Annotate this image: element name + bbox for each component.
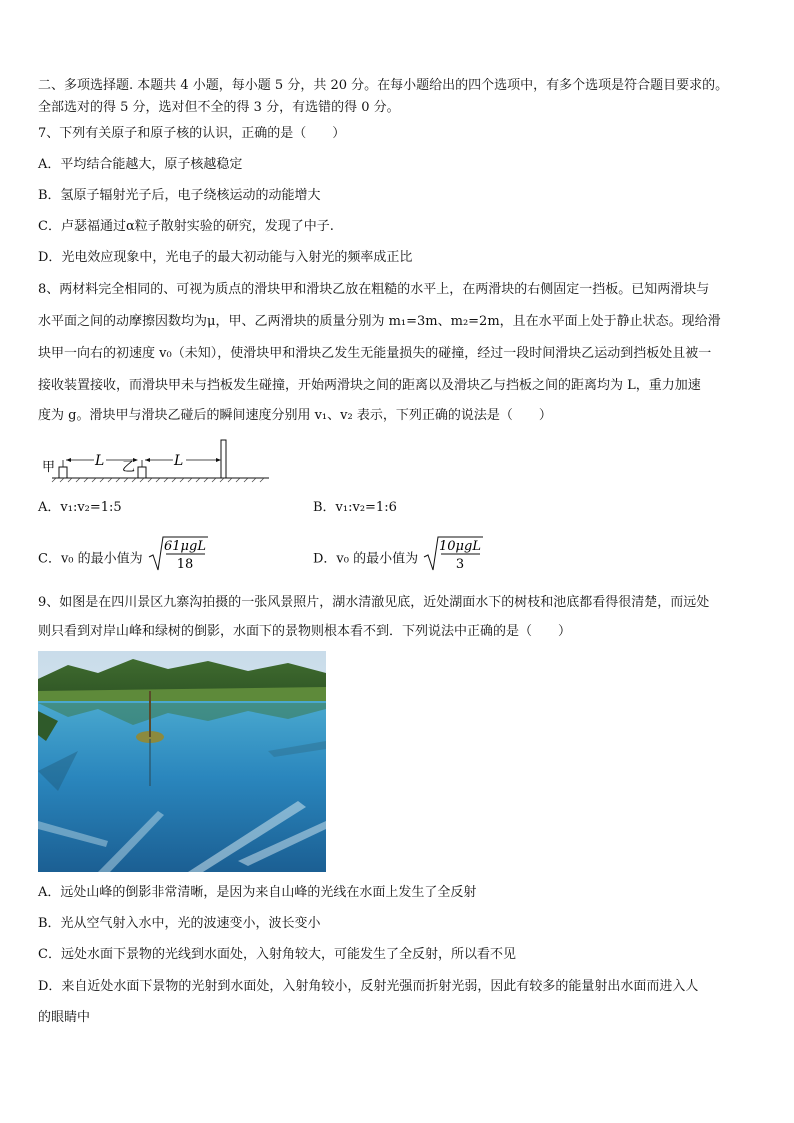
label-jia: 甲: [42, 460, 56, 475]
q9-option-a: A．远处山峰的倒影非常清晰，是因为来自山峰的光线在水面上发生了全反射: [38, 885, 477, 900]
ground-hatch: [52, 478, 264, 482]
q8-option-a: A．v₁:v₂=1:5: [38, 500, 122, 515]
section-header-line2: 全部选对的得 5 分，选对但不全的得 3 分，有选错的得 0 分。: [38, 100, 400, 115]
q9-option-c: C．远处水面下景物的光线到水面处，入射角较大，可能发生了全反射，所以看不见: [38, 947, 516, 962]
q8-diagram: [38, 438, 273, 486]
q8-option-c: [38, 539, 209, 573]
label-yi: 乙: [122, 460, 136, 475]
q9-line2: 则只看到对岸山峰和绿树的倒影，水面下的景物则根本看不到．下列说法中正确的是（ ）: [38, 624, 572, 639]
q9-line1: 9、如图是在四川景区九寨沟拍摄的一张风景照片，湖水清澈见底，近处湖面水下的树枝和池底都看得很清楚，而远处: [38, 595, 710, 610]
q9-option-d-line2: 的眼睛中: [38, 1010, 91, 1025]
label-L2: L: [174, 453, 184, 469]
q8-line5: 度为 g。滑块甲与滑块乙碰后的瞬间速度分别用 v₁、v₂ 表示，下列正确的说法是（ ）: [38, 408, 552, 423]
q8-option-c-prefix: C．v₀ 的最小值为: [38, 551, 143, 567]
q7-option-c: C．卢瑟福通过α粒子散射实验的研究，发现了中子.: [38, 219, 334, 234]
q8-c-denominator: 18: [176, 557, 194, 572]
sqrt-fraction-d: [422, 535, 484, 573]
q8-line2: 水平面之间的动摩擦因数均为μ，甲、乙两滑块的质量分别为 m₁=3m、m₂=2m，且在水平面上处于静止状态。现给滑: [38, 314, 721, 329]
q9-option-b: B．光从空气射入水中，光的波速变小，波长变小: [38, 916, 321, 931]
q8-line1: 8、两材料完全相同的、可视为质点的滑块甲和滑块乙放在粗糙的水平上，在两滑块的右侧固定一挡板。已知两滑块与: [38, 282, 710, 297]
q9-option-d-line1: D．来自近处水面下景物的光射到水面处，入射角较小，反射光强而折射光弱，因此有较多的能量射出水面而进入人: [38, 979, 699, 994]
jiuzhaigou-lake-photo: [38, 651, 326, 872]
block-jia: [59, 467, 67, 478]
sqrt-fraction-c: [147, 535, 209, 573]
section-header-line1: 二、多项选择题. 本题共 4 小题，每小题 5 分，共 20 分。在每小题给出的四个选项中，有多个选项是符合题目要求的。: [38, 78, 729, 93]
q7-option-d: D．光电效应现象中，光电子的最大初动能与入射光的频率成正比: [38, 250, 413, 265]
label-L1: L: [95, 453, 105, 469]
q8-option-d-prefix: D．v₀ 的最小值为: [313, 551, 419, 567]
q8-c-numerator: 61μgL: [163, 539, 206, 554]
q8-line3: 块甲一向右的初速度 v₀（未知），使滑块甲和滑块乙发生无能量损失的碰撞，经过一段时间滑块乙运动到挡板处且被一: [38, 346, 712, 361]
q8-d-numerator: 10μgL: [439, 539, 482, 554]
q7-option-b: B．氢原子辐射光子后，电子绕核运动的动能增大: [38, 188, 321, 203]
q8-option-b: B．v₁:v₂=1:6: [313, 500, 397, 515]
baffle: [221, 440, 226, 478]
block-yi: [138, 467, 146, 478]
q7-option-a: A．平均结合能越大，原子核越稳定: [38, 157, 243, 172]
q7-stem: 7、下列有关原子和原子核的认识，正确的是（ ）: [38, 126, 346, 141]
q8-option-d: [313, 539, 484, 573]
q8-line4: 接收装置接收，而滑块甲未与挡板发生碰撞，开始两滑块之间的距离以及滑块乙与挡板之间的距离均为 L，重力加速: [38, 378, 701, 393]
q8-d-denominator: 3: [456, 557, 465, 572]
